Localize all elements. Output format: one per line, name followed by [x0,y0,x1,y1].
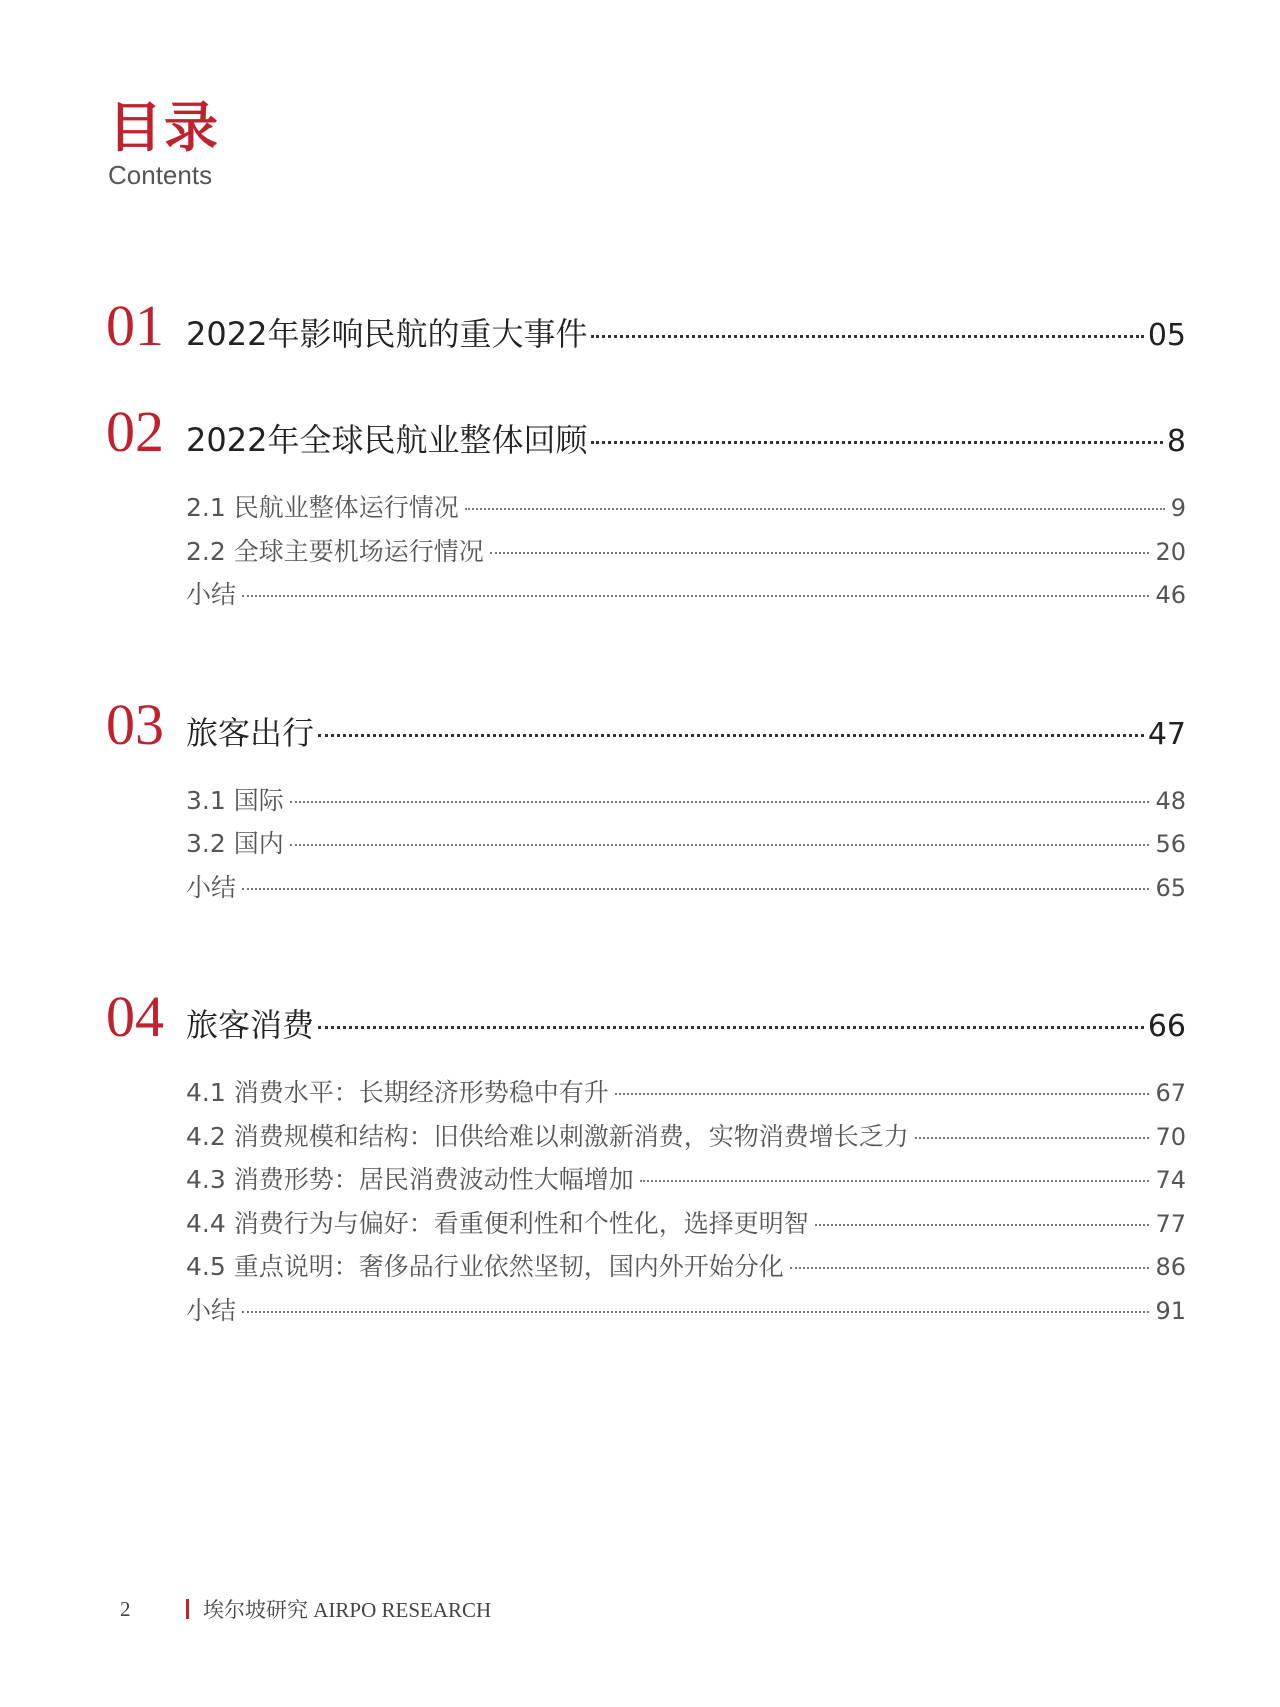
toc-subsection-entry[interactable] [186,1160,1186,1204]
subsection-title: 4.5 重点说明：奢侈品行业依然坚韧，国内外开始分化 [186,1252,784,1281]
footer-divider [186,1599,189,1619]
subsection-page-number: 70 [1155,1122,1186,1151]
toc-section-entry[interactable] [106,691,1186,761]
dot-leader [465,508,1165,510]
section-page-number: 8 [1166,424,1186,459]
page-heading [108,98,220,190]
subsection-title: 4.2 消费规模和结构：旧供给难以刺激新消费，实物消费增长乏力 [186,1121,909,1151]
toc-section [106,399,1186,619]
section-title: 旅客消费 [186,1006,315,1044]
section-page-number: 05 [1147,318,1186,353]
dot-leader [790,1267,1150,1269]
subsection-title: 3.1 国际 [186,785,284,815]
toc-section-entry[interactable] [106,293,1186,362]
dot-leader [318,734,1144,737]
dot-leader [591,335,1143,338]
subsection-title: 4.1 消费水平：长期经济形势稳中有升 [186,1078,609,1107]
dot-leader [290,801,1150,803]
toc-subsection-entry[interactable] [186,1247,1186,1291]
toc-subsection-entry[interactable] [186,575,1186,619]
subsection-title: 小结 [186,1295,237,1325]
toc-subsection-list [186,1073,1186,1334]
section-title: 2022年影响民航的重大事件 [186,315,588,353]
toc-subsection-entry[interactable] [186,1291,1186,1335]
toc-section [106,293,1186,362]
footer [120,1594,491,1624]
toc-subsection-entry[interactable] [186,488,1186,532]
subsection-title: 4.4 消费行为与偏好：看重便利性和个性化，选择更明智 [186,1208,809,1238]
page-title: 目录 [108,96,220,159]
section-number: 04 [106,984,164,1049]
dot-leader [915,1137,1150,1139]
section-title: 2022年全球民航业整体回顾 [186,421,588,459]
subsection-page-number: 86 [1155,1253,1186,1281]
toc-subsection-entry[interactable] [186,1204,1186,1248]
subsection-title: 2.1 民航业整体运行情况 [186,493,459,522]
dot-leader [490,552,1150,554]
section-number: 02 [106,399,164,464]
page-subtitle: Contents [108,160,213,190]
toc-subsection-list [186,781,1186,912]
subsection-title: 4.3 消费形势：居民消费波动性大幅增加 [186,1165,634,1194]
section-page-number: 47 [1147,716,1186,752]
dot-leader [318,1026,1144,1029]
subsection-page-number: 46 [1155,581,1186,609]
section-title: 旅客出行 [186,713,315,752]
toc-subsection-entry[interactable] [186,1117,1186,1161]
table-of-contents [106,293,1186,1334]
section-number: 01 [106,293,164,358]
toc-subsection-entry[interactable] [186,532,1186,576]
dot-leader [242,888,1149,890]
subsection-page-number: 91 [1155,1296,1186,1325]
subsection-title: 2.2 全球主要机场运行情况 [186,536,484,566]
toc-section-entry[interactable] [106,399,1186,468]
dot-leader [242,1311,1149,1313]
toc-section [106,984,1186,1334]
dot-leader [242,595,1149,597]
subsection-page-number: 67 [1155,1079,1186,1107]
subsection-page-number: 20 [1155,537,1186,566]
subsection-page-number: 65 [1155,873,1186,902]
toc-subsection-entry[interactable] [186,868,1186,912]
toc-subsection-entry[interactable] [186,781,1186,825]
dot-leader [591,441,1162,444]
dot-leader [640,1180,1150,1182]
subsection-title: 3.2 国内 [186,829,284,858]
subsection-page-number: 48 [1155,786,1186,815]
footer-page-number: 2 [120,1596,131,1621]
dot-leader [815,1224,1150,1226]
subsection-page-number: 74 [1155,1166,1186,1194]
toc-subsection-entry[interactable] [186,824,1186,868]
toc-subsection-list [186,488,1186,619]
subsection-page-number: 56 [1155,830,1186,858]
subsection-title: 小结 [186,580,237,609]
subsection-title: 小结 [186,872,237,902]
subsection-page-number: 9 [1170,494,1186,522]
dot-leader [290,844,1150,846]
section-page-number: 66 [1147,1009,1186,1044]
toc-section-entry[interactable] [106,984,1186,1053]
dot-leader [615,1093,1150,1095]
section-number: 03 [106,691,164,757]
footer-publisher: 埃尔坡研究 AIRPO RESEARCH [203,1598,492,1622]
toc-subsection-entry[interactable] [186,1073,1186,1117]
toc-section [106,691,1186,912]
subsection-page-number: 77 [1155,1209,1186,1238]
